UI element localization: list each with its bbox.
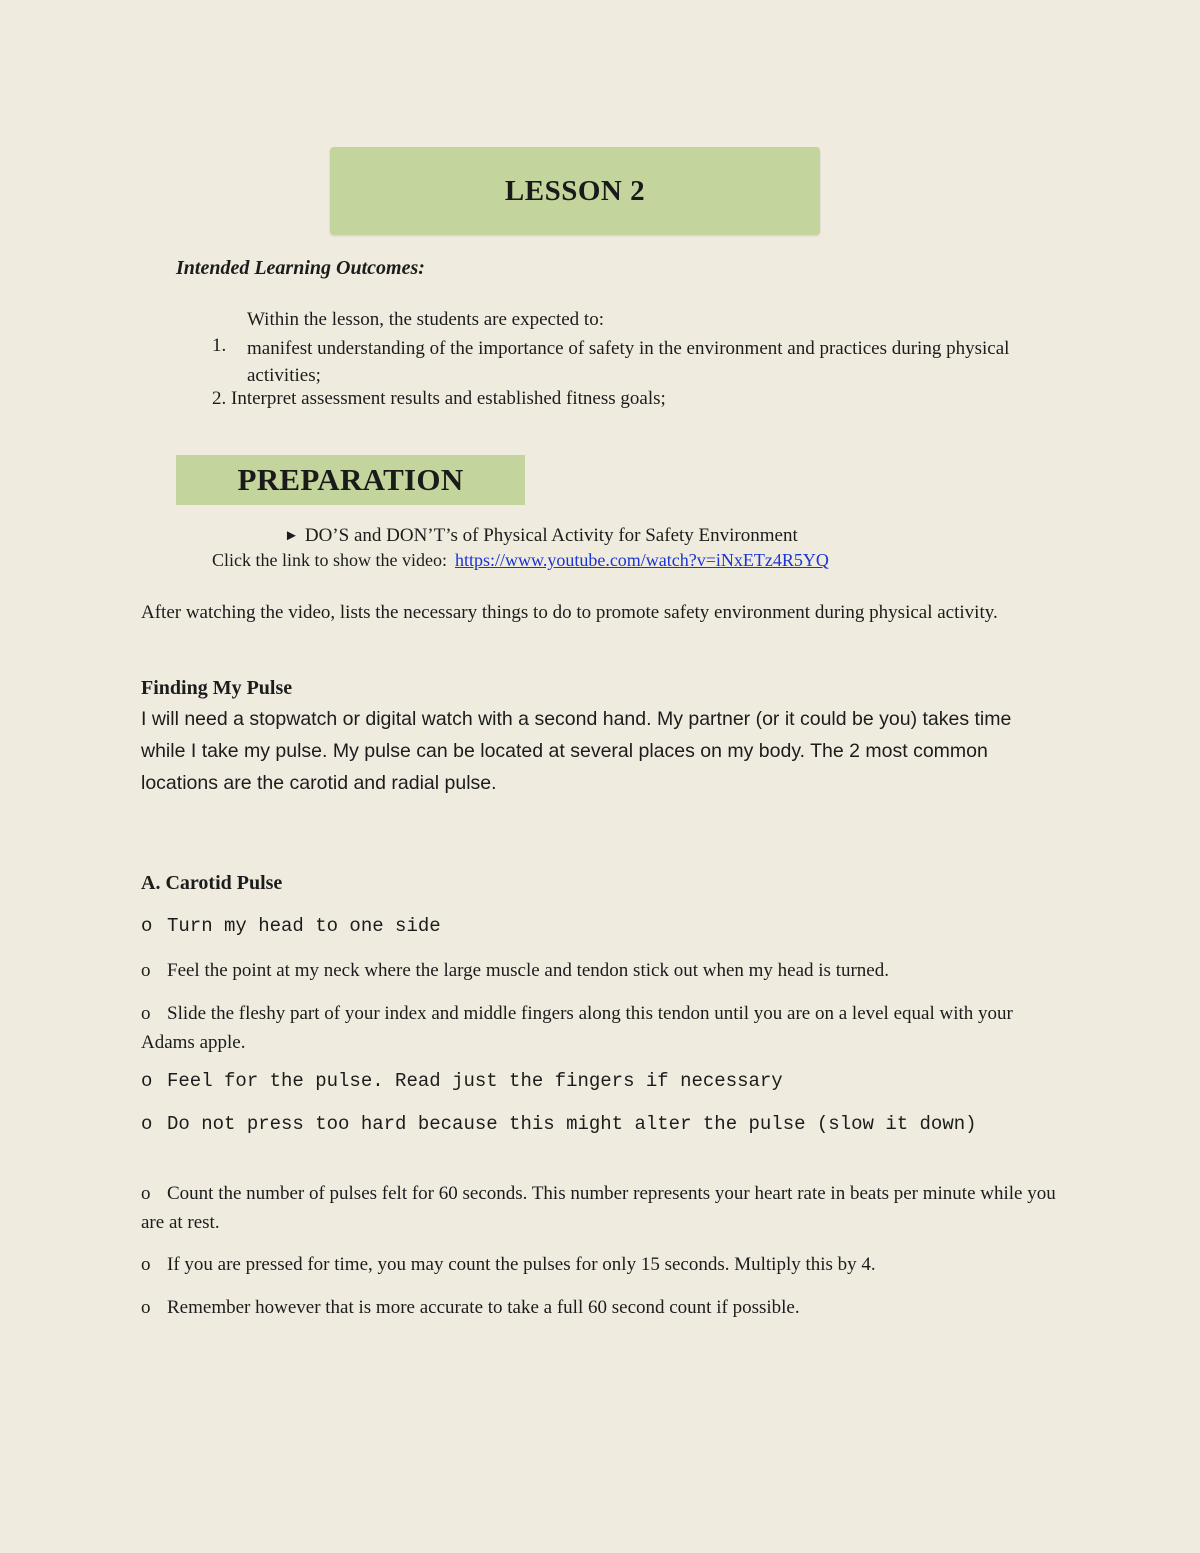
bullet-mark: o [141,1113,153,1135]
bullet-text: If you are pressed for time, you may count the pulses for only 15 seconds. Multiply this by 4. [167,1254,876,1275]
outcome-text-2: Interpret assessment results and established fitness goals; [231,388,666,409]
bullet-text: Feel for the pulse. Read just the fingers if necessary [167,1070,783,1092]
bullet-mark: o [141,1297,151,1318]
finding-pulse-heading: Finding My Pulse [141,677,293,699]
bullet-text: Count the number of pulses felt for 60 seconds. This number represents your heart rate in beats per minute while you are at rest. [141,1183,1056,1233]
finding-pulse-paragraph: I will need a stopwatch or digital watch with a second hand. My partner (or it could be you) takes time while I take my pulse. My pulse can be located at several places on my body. The 2 most common locations are the carotid and radial pulse. [141,708,1012,794]
list-item [141,1293,1061,1322]
list-item [141,914,1061,939]
preparation-banner [176,455,525,505]
triangle-arrow-icon: ► [284,528,299,544]
video-link-line [212,550,829,571]
lesson-banner [330,147,820,235]
bullet-text: Feel the point at my neck where the large muscle and tendon stick out when my head is turned. [167,960,889,981]
list-item [141,999,1061,1057]
bullet-mark: o [141,1003,151,1024]
list-item [141,1179,1061,1237]
video-link[interactable]: https://www.youtube.com/watch?v=iNxETz4R5YQ [454,550,829,570]
outcome-number-2: 2. [212,388,227,409]
list-item [141,956,1061,985]
outcome-number-1: 1. [212,335,227,356]
preparation-title: PREPARATION [237,462,464,497]
after-video-paragraph: After watching the video, lists the necessary things to do to promote safety environment during physical activity. [141,602,998,623]
outcomes-heading: Intended Learning Outcomes: [176,257,425,279]
list-item [141,1069,1061,1094]
bullet-text: Do not press too hard because this might alter the pulse (slow it down) [167,1113,977,1135]
dos-donts-line [284,525,798,547]
bullet-text: Turn my head to one side [167,915,441,937]
carotid-pulse-heading: A. Carotid Pulse [141,872,283,894]
list-item [141,1112,1061,1137]
click-instruction: Click the link to show the video: [212,550,447,570]
outcome-item-2 [212,388,666,410]
dos-donts-label: DO’S and DON’T’s of Physical Activity for Safety Environment [304,525,798,546]
bullet-mark: o [141,960,151,981]
bullet-text: Slide the fleshy part of your index and middle fingers along this tendon until you are on a level equal with your Adams apple. [141,1003,1013,1053]
bullet-mark: o [141,1070,153,1092]
outcomes-intro: Within the lesson, the students are expected to: [247,309,604,330]
bullet-mark: o [141,1254,151,1275]
bullet-mark: o [141,1183,151,1204]
outcome-text-1: manifest understanding of the importance of safety in the environment and practices during physical activities; [247,338,1010,386]
bullet-mark: o [141,915,153,937]
lesson-title: LESSON 2 [504,174,646,207]
list-item [141,1250,1061,1279]
bullet-text: Remember however that is more accurate to take a full 60 second count if possible. [167,1297,800,1318]
